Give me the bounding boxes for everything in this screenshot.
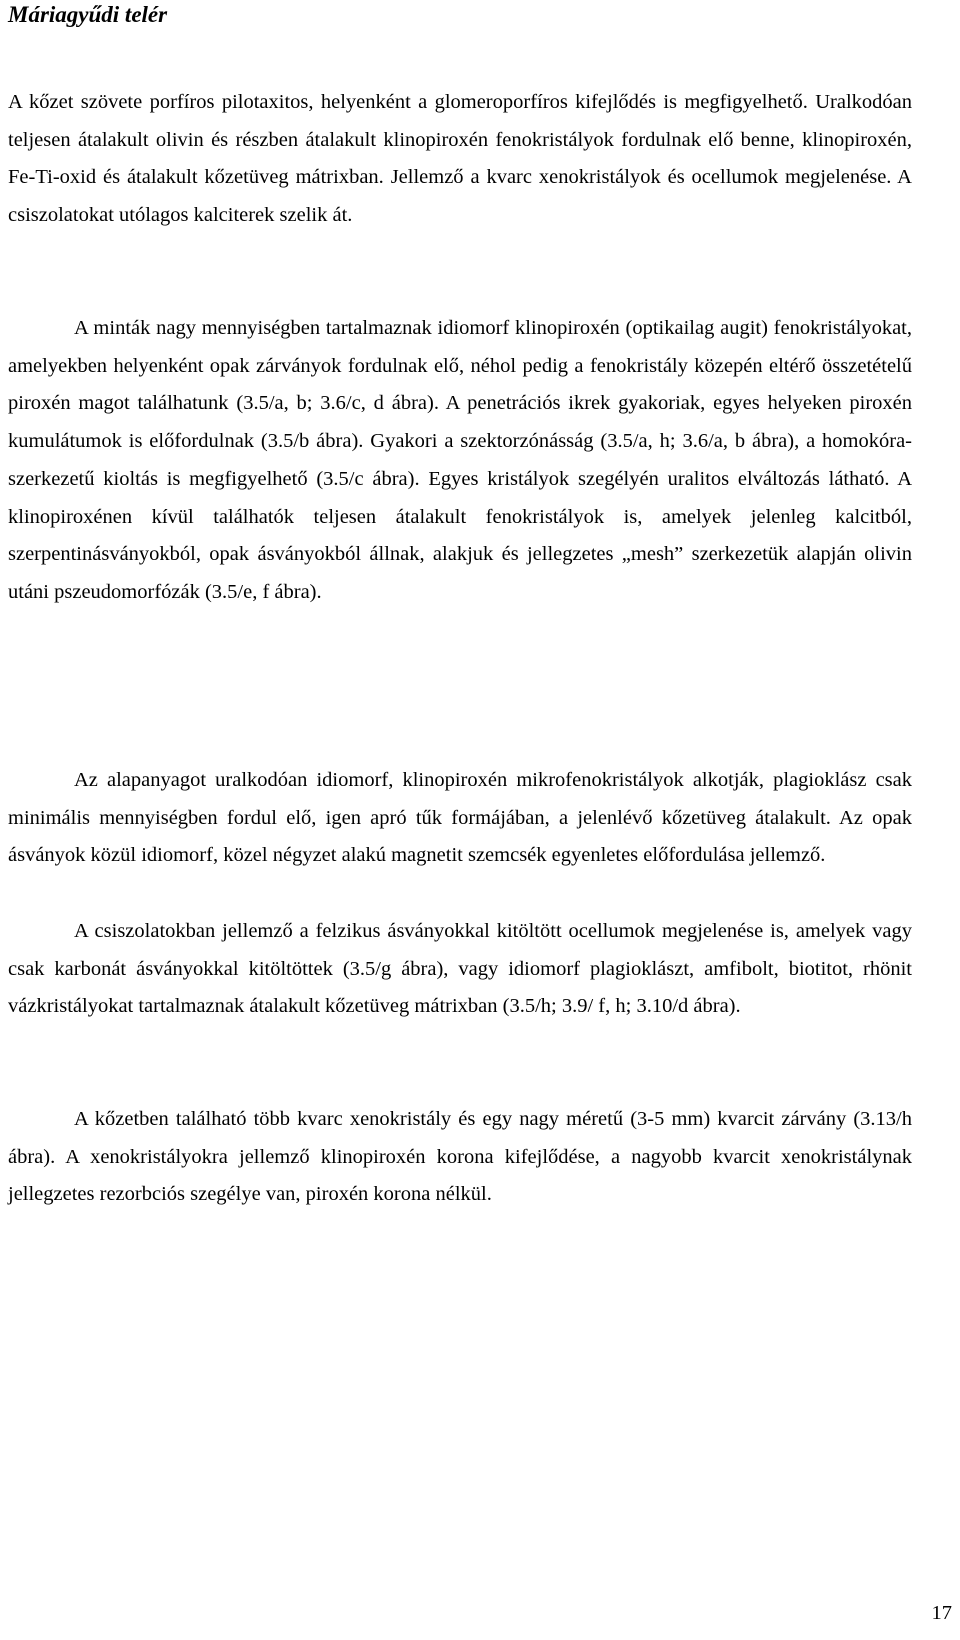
paragraph-ocelli: A csiszolatokban jellemző a felzikus ásványokkal kitöltött ocellumok megjelenése is, amelyek vagy csak karbonát ásványokkal kitöltöttek (3.5/g ábra), vagy idiomorf plagioklászt, amfibolt, biotitot, rhönit vázkristályokat tartalmaznak átalakult kőzetüveg mátrixban (3.5/h; 3.9/ f, h; 3.10/d ábra). — [8, 920, 912, 1018]
page-number: 17 — [931, 1602, 952, 1624]
paragraph-groundmass: Az alapanyagot uralkodóan idiomorf, klinopiroxén mikrofenokristályok alkotják, plagioklász csak minimális mennyiségben fordul elő, igen apró tűk formájában, a jelenlévő kőzetüveg átalakult. Az opak ásványok közül idiomorf, közel négyzet alakú magnetit szemcsék egyenletes előfordulása jellemző. — [8, 769, 912, 867]
paragraph-quartz-xenocrysts: A kőzetben található több kvarc xenokristály és egy nagy méretű (3-5 mm) kvarcit zárvány (3.13/h ábra). A xenokristályokra jellemző klinopiroxén korona kifejlődése, a nagyobb kvarcit xenokristálynak jellegzetes rezorbciós szegélye van, piroxén korona nélkül. — [8, 1108, 912, 1206]
paragraph-rock-texture: A kőzet szövete porfíros pilotaxitos, helyenként a glomeroporfíros kifejlődés is megfigyelhető. Uralkodóan teljesen átalakult olivin és részben átalakult klinopiroxén fenokristályok fordulnak elő benne, klinopiroxén, Fe-Ti-oxid és átalakult kőzetüveg mátrixban. Jellemző a kvarc xenokristályok és ocellumok megjelenése. A csiszolatokat utólagos kalciterek szelik át. — [8, 91, 912, 227]
paragraph-clinopyroxene-phenocrysts: A minták nagy mennyiségben tartalmaznak idiomorf klinopiroxén (optikailag augit) fenokristályokat, amelyekben helyenként opak zárványok fordulnak elő, néhol pedig a fenokristály közepén eltérő összetételű piroxén magot találhatunk (3.5/a, b; 3.6/c, d ábra). A penetrációs ikrek gyakoriak, egyes helyeken piroxén kumulátumok is előfordulnak (3.5/b ábra). Gyakori a szektorzónásság (3.5/a, h; 3.6/a, b ábra), a homokóra-szerkezetű kioltás is megfigyelhető (3.5/c ábra). Egyes kristályok szegélyén uralitos elváltozás látható. A klinopiroxénen kívül találhatók teljesen átalakult fenokristályok is, amelyek jelenleg kalcitból, szerpentinásványokból, opak ásványokból állnak, alakjuk és jellegzetes „mesh” szerkezetük alapján olivin utáni pszeudomorfózák (3.5/e, f ábra). — [8, 317, 912, 603]
section-title: Máriagyűdi telér — [8, 2, 168, 27]
